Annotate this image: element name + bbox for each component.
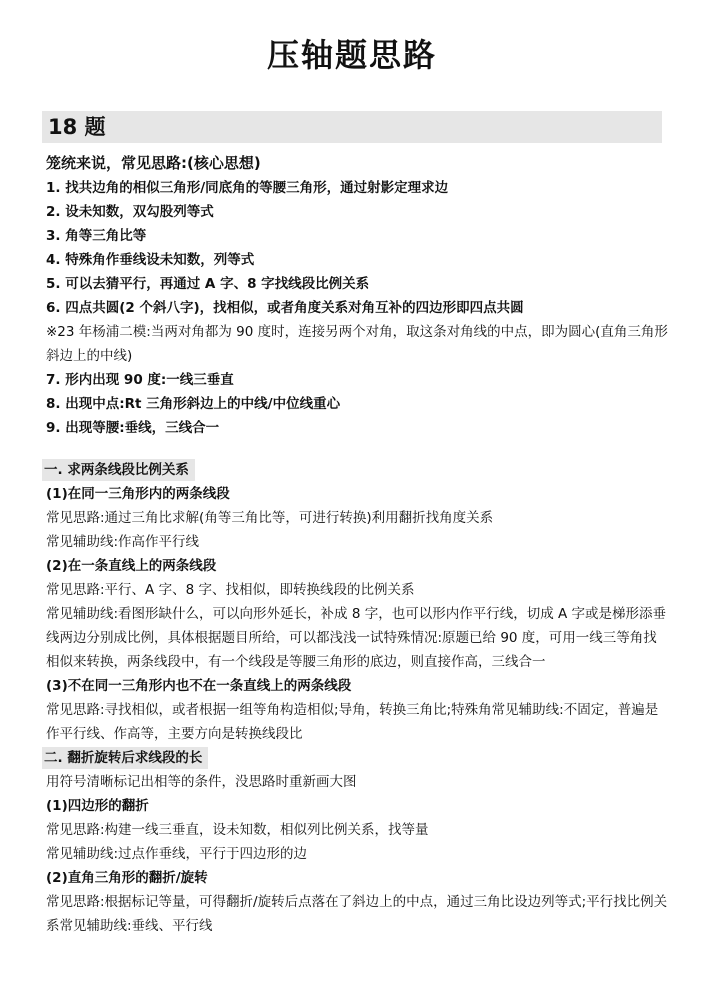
core-ideas-heading: 笼统来说，常见思路:(核心思想) <box>46 154 261 172</box>
part2-sub1-title: (1)四边形的翻折 <box>46 798 149 814</box>
content-body <box>46 150 670 938</box>
part2-heading: 二. 翻折旋转后求线段的长 <box>42 747 208 769</box>
core-item: 5. 可以去猜平行，再通过 A 字、8 字找线段比例关系 <box>46 276 370 292</box>
core-item: 6. 四点共圆(2 个斜八字)，找相似，或者角度关系对角互补的四边形即四点共圆 <box>46 300 524 316</box>
part1-sub3-idea: 常见思路:寻找相似，或者根据一组等角构造相似;导角，转换三角比;特殊角常见辅助线:不固定，普遍是作平行线、作高等，主要方向是转换线段比 <box>46 702 659 742</box>
core-item: 7. 形内出现 90 度:一线三垂直 <box>46 372 234 388</box>
part1-heading-row <box>42 458 670 482</box>
part1-sub2-title: (2)在一条直线上的两条线段 <box>46 558 217 574</box>
page-title: 压轴题思路 <box>266 36 437 74</box>
part1-sub1-idea: 常见思路:通过三角比求解(角等三角比等，可进行转换)利用翻折找角度关系 <box>46 510 494 526</box>
part2-sub2-idea: 常见思路:根据标记等量，可得翻折/旋转后点落在了斜边上的中点，通过三角比设边列等式;平行找比例关系常见辅助线:垂线、平行线 <box>46 894 668 934</box>
core-item: 1. 找共边角的相似三角形/同底角的等腰三角形，通过射影定理求边 <box>46 180 449 196</box>
section-heading-18: 18 题 <box>42 111 662 143</box>
part2-heading-row <box>42 746 670 770</box>
spacer <box>46 440 670 458</box>
core-item: 4. 特殊角作垂线设未知数，列等式 <box>46 252 255 268</box>
part1-heading: 一. 求两条线段比例关系 <box>42 459 195 481</box>
part1-sub2-aux: 常见辅助线:看图形缺什么，可以向形外延长，补成 8 字，也可以形内作平行线，切成 A 字或是梯形添垂线两边分别成比例，具体根据题目所给，可以都浅浅一试特殊情况:原题已给 90 度，可用一线三等角找相似来转换，两条线段中，有一个线段是等腰三角形的底边，则直接作高，三线合一 <box>46 606 667 670</box>
core-item: 8. 出现中点:Rt 三角形斜边上的中线/中位线重心 <box>46 396 341 412</box>
part1-sub3-title: (3)不在同一三角形内也不在一条直线上的两条线段 <box>46 678 352 694</box>
part2-sub2-title: (2)直角三角形的翻折/旋转 <box>46 870 208 886</box>
part2-sub1-idea: 常见思路:构建一线三垂直，设未知数，相似列比例关系，找等量 <box>46 822 429 838</box>
part1-sub2-idea: 常见思路:平行、A 字、8 字、找相似，即转换线段的比例关系 <box>46 582 415 598</box>
core-item: 9. 出现等腰:垂线，三线合一 <box>46 420 220 436</box>
exam-note: ※23 年杨浦二模:当两对角都为 90 度时，连接另两个对角，取这条对角线的中点，即为圆心(直角三角形斜边上的中线) <box>46 324 668 364</box>
part1-sub1-title: (1)在同一三角形内的两条线段 <box>46 486 230 502</box>
core-item: 3. 角等三角比等 <box>46 228 147 244</box>
part2-sub1-aux: 常见辅助线:过点作垂线，平行于四边形的边 <box>46 846 308 862</box>
core-item: 2. 设未知数，双勾股列等式 <box>46 204 214 220</box>
part1-sub1-aux: 常见辅助线:作高作平行线 <box>46 534 200 550</box>
part2-intro: 用符号清晰标记出相等的条件，没思路时重新画大图 <box>46 774 357 790</box>
